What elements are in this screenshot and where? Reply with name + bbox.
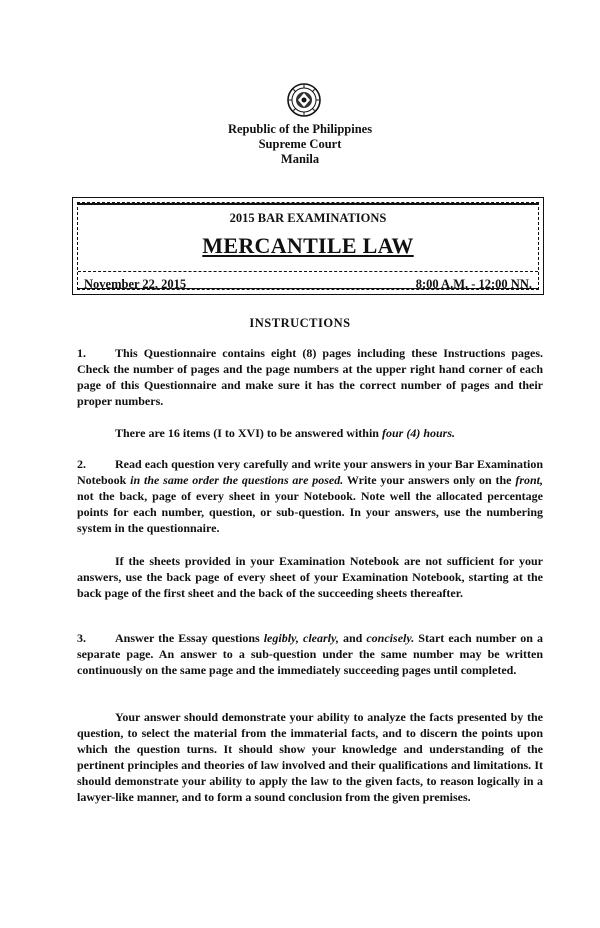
paragraph-emphasis: clearly,: [303, 631, 339, 645]
paragraph-text: Write your answers only on the: [346, 473, 512, 487]
paragraph-emphasis: front,: [515, 473, 544, 487]
paragraph-emphasis: concisely.: [366, 631, 415, 645]
exam-title-box: [72, 197, 544, 295]
header-city: Manila: [280, 152, 320, 166]
paragraph-number: 3.: [77, 631, 86, 645]
instruction-paragraph-3: [77, 630, 543, 678]
paragraph-text: Read each question very carefully and write your answers in your Bar Examination Notebook: [77, 457, 543, 487]
header-court: Supreme Court: [258, 137, 342, 151]
paragraph-number: 1.: [77, 346, 86, 360]
instruction-paragraph-1: [77, 345, 543, 409]
paragraph-emphasis: four (4) hours.: [381, 426, 456, 440]
paragraph-text: and: [342, 631, 363, 645]
box-top-rule: [78, 203, 538, 205]
exam-date: November 22, 2015: [84, 277, 187, 291]
paragraph-text: Your answer should demonstrate your ability to analyze the facts presented by the question, to select the material from the immaterial facts, and to discern the points upon which the question turns. It should show your knowledge and understanding of the pertinent principles and theories of law involved and their qualifications and limitations. It should demonstrate your ability to apply the law to the given facts, to reason logically in a lawyer-like manner, and to form a sound conclusion from the given premises.: [77, 710, 543, 804]
paragraph-text: If the sheets provided in your Examination Notebook are not sufficient for your answers, use the back page of every sheet of your Examination Notebook, starting at the back page of the first sheet and the back of the succeeding sheets thereafter.: [77, 554, 543, 600]
paragraph-text: This Questionnaire contains eight (8) pages including these Instructions pages. Check the number of pages and the page numbers at the upper right hand corner of each page of this Questionnaire and make sure it has the correct number of pages and their proper numbers.: [77, 346, 543, 408]
paragraph-text: Answer the Essay questions: [115, 631, 260, 645]
instructions-title: INSTRUCTIONS: [249, 316, 351, 330]
exam-title-box-inner: [77, 202, 539, 290]
court-header: [0, 122, 600, 167]
paragraph-emphasis: legibly,: [263, 631, 299, 645]
paragraph-text: Start each number on a separate page. An answer to a sub-question under the same number may be written continuously on the same page and the immediately succeeding pages until completed.: [77, 631, 543, 677]
subject-title: [78, 233, 538, 259]
supreme-court-seal-icon: [287, 83, 321, 117]
paragraph-number: 2.: [77, 457, 86, 471]
paragraph-emphasis: in the same order the questions are posed.: [130, 473, 344, 487]
box-divider: [78, 271, 538, 272]
instruction-paragraph-time: [77, 425, 543, 441]
instruction-paragraph-2: [77, 456, 543, 536]
instruction-paragraph-sheets: [77, 553, 543, 601]
paragraph-text: not the back, page of every sheet in your Notebook. Note well the allocated percentage points for each number, question, or sub-question. In your answers, use the numbering system in the questionnaire.: [77, 489, 543, 535]
header-republic: Republic of the Philippines: [227, 122, 373, 136]
paragraph-text: There are 16 items (I to XVI) to be answered within: [115, 426, 379, 440]
exam-title: 2015 BAR EXAMINATIONS: [229, 211, 387, 225]
subject-title-text: MERCANTILE LAW: [202, 233, 414, 258]
box-bottom-rule: [78, 288, 538, 289]
exam-time: 8:00 A.M. - 12:00 NN.: [415, 277, 532, 291]
instruction-paragraph-analysis: [77, 709, 543, 805]
